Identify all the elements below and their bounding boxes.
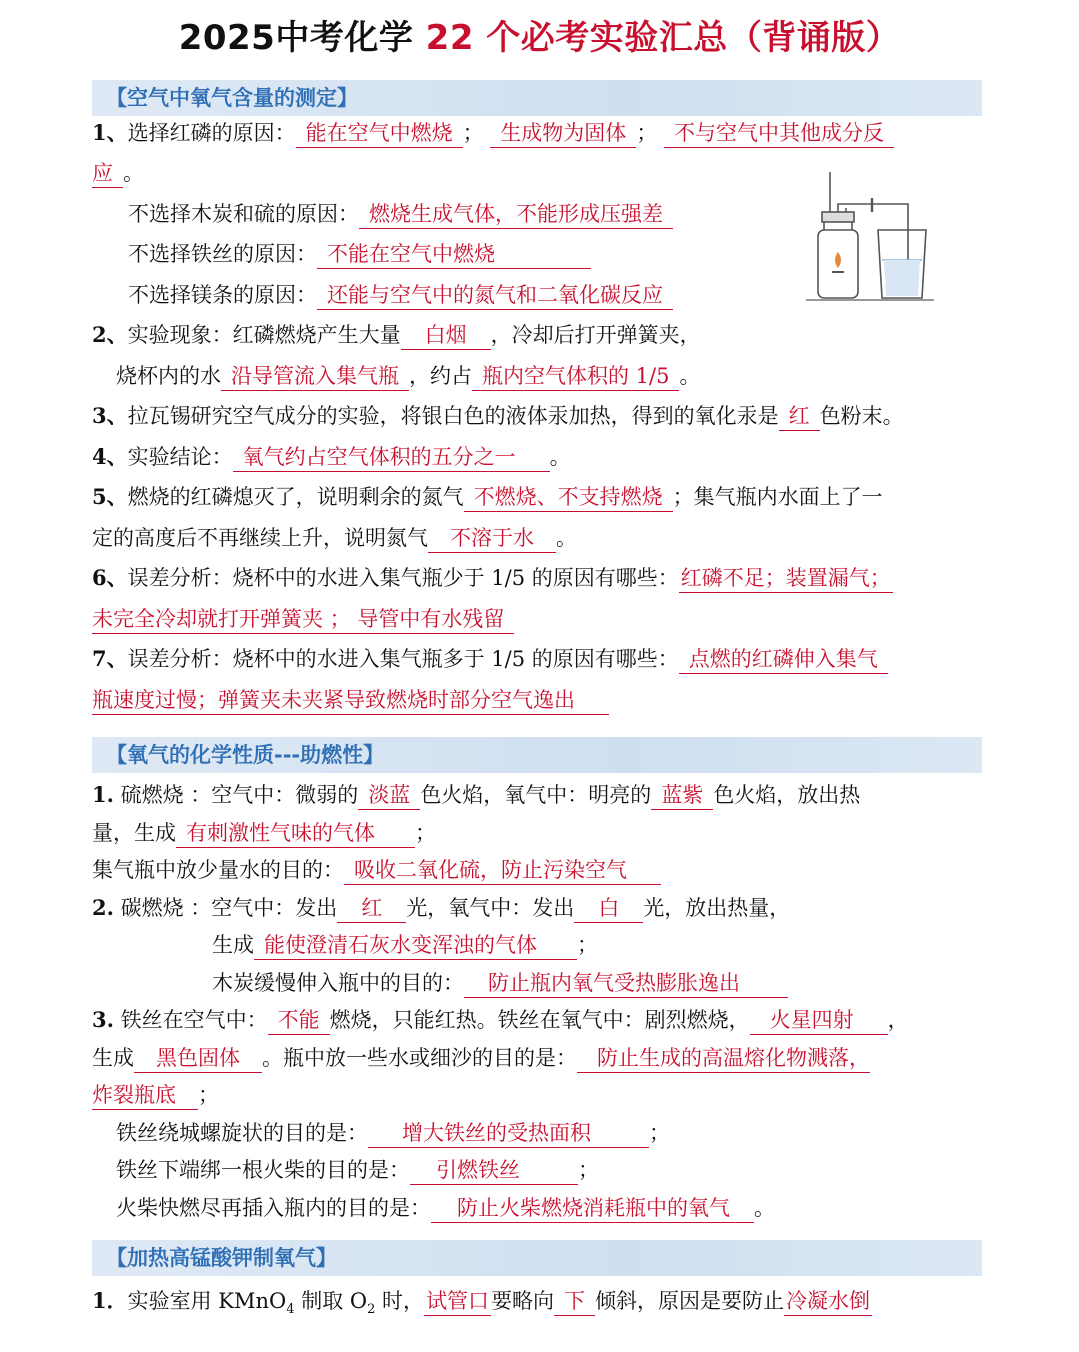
q-num: 7、 [92,646,128,671]
q-text: 光，氧气中：发出 [406,896,575,920]
answer: 氧气约占空气体积的五分之一 [233,444,550,472]
q-text: 。瓶中放一些水或细沙的目的是： [262,1046,577,1070]
title-part3: （背诵版） [727,18,901,58]
q-text: 铁丝绕城螺旋状的目的是： [116,1121,368,1145]
q-num: 3. [92,1007,114,1032]
section-header-oxygen-content: 【空气中氧气含量的测定】 [92,80,982,116]
subscript: 4 [286,1302,295,1318]
q-text: 木炭缓慢伸入瓶中的目的： [212,971,464,995]
s1-q7 [92,644,888,674]
answer: 生成物为固体 [490,120,636,148]
q-text: 铁丝在空气中： [120,1008,268,1032]
answer: 红磷不足；装置漏气； [679,565,893,593]
q-num: 5、 [92,484,128,509]
answer: 淡蓝 [358,782,420,810]
answer: 防止瓶内氧气受热膨胀逸出 [464,970,788,998]
q-text: 不选择铁丝的原因： [128,242,317,266]
s2-q1-cont [92,818,436,848]
q-num: 1． [92,1288,128,1313]
end-punct: 。 [754,1196,775,1220]
s2-q2c [212,968,788,998]
sep: ； [462,121,484,145]
q-text: 拉瓦锡研究空气成分的实验，将银白色的液体汞加热，得到的氧化汞是 [127,404,779,428]
end-punct: ； [649,1121,670,1145]
answer: 不能 [268,1007,330,1035]
q-text: 时， [375,1289,425,1313]
answer: 引燃铁丝 [410,1157,578,1185]
q-text: 选择红磷的原因： [127,121,296,145]
q-text: 碳燃烧 ：空气中：发出 [120,896,338,920]
answer: 燃烧生成气体，不能形成压强差 [359,201,673,229]
q-text: 燃烧，只能红热。铁丝在氧气中：剧烈燃烧， [329,1008,750,1032]
s3-q1 [92,1286,872,1325]
answer: 应 [92,160,123,188]
answer: 黑色固体 [134,1045,262,1073]
q-num: 2、 [92,322,128,347]
q-text: 实验现象：红磷燃烧产生大量 [127,323,401,347]
s1-q1-cont [92,158,144,188]
answer: 沿导管流入集气瓶 [221,363,409,391]
q-text: 不选择镁条的原因： [128,283,317,307]
q-text: 实验结论： [127,445,233,469]
q-text: ；集气瓶内水面上了一 [672,485,883,509]
q-num: 1. [92,782,114,807]
end-punct: 。 [556,526,577,550]
answer: 吸收二氧化硫，防止污染空气 [344,857,661,885]
s1-q1d [128,280,673,310]
q-text: ，冷却后打开弹簧夹， [490,323,701,347]
q-text: 生成 [92,1046,134,1070]
q-text: 定的高度后不再继续上升，说明氮气 [92,526,428,550]
q-text: 烧杯内的水 [116,364,221,388]
answer: 有刺激性气味的气体 [176,820,415,848]
q-text: 集气瓶中放少量水的目的： [92,858,344,882]
answer: 未完全冷却就打开弹簧夹 ； 导管中有水残留 [92,606,514,634]
q-text: 要略向 [491,1289,555,1313]
q-text: 实验室用 KMnO [127,1289,287,1313]
s2-q1 [92,780,860,810]
answer: 白 [574,895,643,923]
q-text: 色火焰，氧气中：明亮的 [420,783,652,807]
end-punct: ； [577,933,598,957]
q-text: 燃烧的红磷熄灭了，说明剩余的氮气 [127,485,464,509]
answer: 防止生成的高温熔化物溅落， [577,1045,870,1073]
s1-q2 [92,320,701,350]
answer: 下 [554,1288,595,1316]
q-num: 4、 [92,444,128,469]
s2-q3 [92,1005,909,1035]
title-part2: 22 个必考实验汇总 [425,18,728,58]
q-text: 误差分析：烧杯中的水进入集气瓶多于 1/5 的原因有哪些： [127,647,679,671]
end-punct: 色粉末。 [819,404,904,428]
q-text: 火柴快燃尽再插入瓶内的目的是： [116,1196,431,1220]
answer: 红 [779,403,820,431]
s2-q3d [116,1155,599,1185]
answer: 不溶于水 [428,525,556,553]
answer: 能使澄清石灰水变浑浊的气体 [254,932,577,960]
s1-q1b [128,199,673,229]
q-num: 6、 [92,565,128,590]
q-text: 生成 [212,933,254,957]
s1-q3 [92,401,904,431]
answer: 瓶速度过慢；弹簧夹未夹紧导致燃烧时部分空气逸出 [92,687,609,715]
s1-q5-cont [92,523,577,553]
answer: 还能与空气中的氮气和二氧化碳反应 [317,282,673,310]
q-text: 制取 O [294,1289,368,1313]
s1-q6-cont [92,604,514,634]
q-num: 2. [92,895,114,920]
s2-q3e [116,1193,775,1223]
s1-q4 [92,442,571,472]
s2-q3b [92,1043,870,1073]
answer: 能在空气中燃烧 [296,120,463,148]
s1-q1c [128,239,591,269]
q-num: 3、 [92,403,128,428]
s2-q1b [92,855,661,885]
answer: 增大铁丝的受热面积 [368,1120,649,1148]
answer: 蓝紫 [651,782,713,810]
subscript: 2 [367,1302,376,1318]
answer: 冷凝水倒 [784,1288,872,1316]
q-text: 色火焰，放出热 [713,783,861,807]
s2-q3c [116,1118,670,1148]
answer: 瓶内空气体积的 1/5 [472,363,679,391]
section-header-oxygen-combustion: 【氧气的化学性质---助燃性】 [92,737,982,773]
q-text: 光，放出热量， [643,896,791,920]
q-text: ，约占 [409,364,472,388]
section-header-kmno4: 【加热高锰酸钾制氧气】 [92,1240,982,1276]
end-punct: 。 [549,445,571,469]
q-num: 1、 [92,120,128,145]
answer: 不能在空气中燃烧 [317,241,591,269]
s1-q2-cont [116,361,700,391]
answer: 白烟 [401,322,491,350]
q-text: 不选择木炭和硫的原因： [128,202,359,226]
s1-q1 [92,118,894,148]
answer: 点燃的红磷伸入集气 [679,646,888,674]
q-text: 量，生成 [92,821,176,845]
q-text: ， [887,1008,909,1032]
s2-q2b [212,930,598,960]
end-punct: ； [198,1083,219,1107]
q-text: 误差分析：烧杯中的水进入集气瓶少于 1/5 的原因有哪些： [127,566,679,590]
answer: 不与空气中其他成分反 [664,120,894,148]
q-text: 倾斜，原因是要防止 [595,1289,785,1313]
end-punct: ； [578,1158,599,1182]
page-title [0,10,1079,59]
s2-q2 [92,893,790,923]
answer: 红 [337,895,406,923]
answer: 火星四射 [750,1007,888,1035]
end-punct: ； [415,821,436,845]
q-text: 铁丝下端绑一根火柴的目的是： [116,1158,410,1182]
s1-q5 [92,482,883,512]
q-text: 硫燃烧 ：空气中：微弱的 [120,783,359,807]
answer: 不燃烧、不支持燃烧 [464,484,673,512]
answer: 试管口 [424,1288,491,1316]
end-punct: 。 [679,364,701,388]
s1-q6 [92,563,893,593]
s2-q3b-cont [92,1080,219,1110]
answer: 炸裂瓶底 [92,1082,198,1110]
sep: ； [636,121,658,145]
s1-q7-cont [92,685,609,715]
end-punct: 。 [123,161,144,185]
apparatus-illustration [798,168,940,308]
answer: 防止火柴燃烧消耗瓶中的氧气 [431,1195,754,1223]
title-part1: 2025中考化学 [178,18,426,58]
